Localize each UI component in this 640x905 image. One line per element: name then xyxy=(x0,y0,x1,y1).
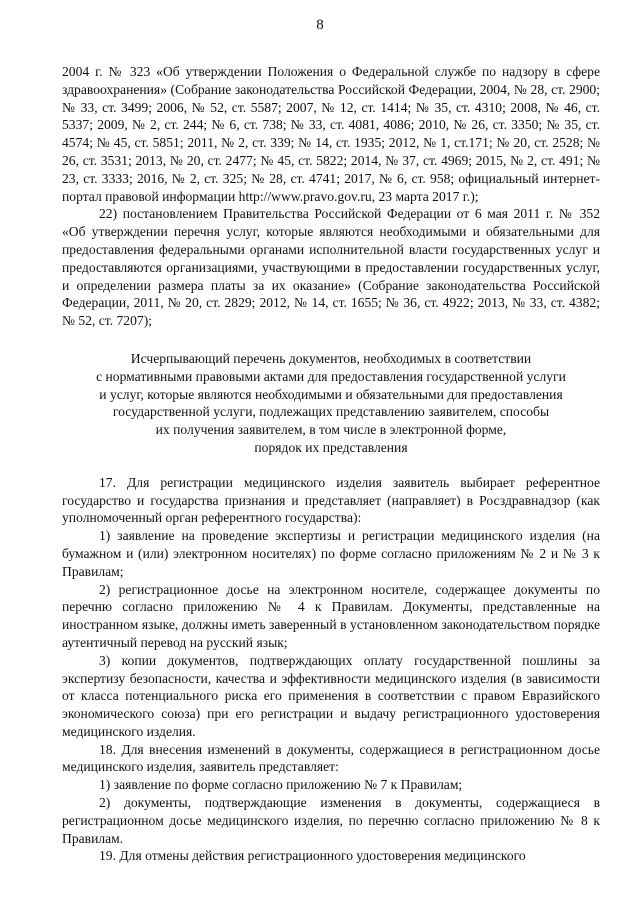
paragraph-clause-18-item-2: 2) документы, подтверждающие изменения в документы, содержащиеся в регистрационном досье медицинского изделия, по перечню согласно приложению № 8 к Правилам. xyxy=(62,795,600,846)
paragraph-clause-17-item-3: 3) копии документов, подтверждающих оплату государственной пошлины за экспертизу безопасности, качества и эффективности медицинского изделия (в зависимости от класса потенциального риска его применения в соответствии с правом Евразийского экономического союза) при его регистрации и выдачу регистрационного удостоверения медицинского изделия. xyxy=(62,652,600,739)
document-body xyxy=(62,63,600,865)
paragraph-clause-17: 17. Для регистрации медицинского изделия заявитель выбирает референтное государство и государства признания и представляет (направляет) в Росздравнадзор (как уполномоченный орган референтного государства): xyxy=(62,474,600,526)
section-heading-line: с нормативными правовыми актами для предоставления государственной услуги xyxy=(96,368,566,384)
section-heading-line: Исчерпывающий перечень документов, необходимых в соответствии xyxy=(130,350,532,366)
page-number: 8 xyxy=(316,17,324,33)
paragraph-clause-18: 18. Для внесения изменений в документы, содержащиеся в регистрационном досье медицинского изделия, заявитель представляет: xyxy=(62,741,600,775)
section-heading xyxy=(62,350,600,457)
section-heading-line: порядок их представления xyxy=(254,439,408,455)
paragraph-item-22: 22) постановлением Правительства Российской Федерации от 6 мая 2011 г. № 352 «Об утверждении перечня услуг, которые являются необходимыми и обязательными для предоставления федеральными органами исполнительной власти государственных услуг и предоставляются организациями, участвующими в предоставлении государственных услуг, и определении размера платы за их оказание» (Собрание законодательства Российской Федерации, 2011, № 20, ст. 2829; 2012, № 14, ст. 1655; № 36, ст. 4922; 2013, № 33, ст. 4382; № 52, ст. 7207); xyxy=(62,206,600,329)
paragraph-clause-17-item-1: 1) заявление на проведение экспертизы и регистрации медицинского изделия (на бумажном и (или) электронном носителях) по форме согласно приложениям № 2 и № 3 к Правилам; xyxy=(62,528,600,579)
section-heading-line: и услуг, которые являются необходимыми и обязательными для предоставления xyxy=(99,386,563,402)
paragraph-clause-19: 19. Для отмены действия регистрационного удостоверения медицинского xyxy=(99,848,526,864)
section-heading-line: их получения заявителем, в том числе в электронной форме, xyxy=(155,422,507,438)
paragraph-clause-17-item-2: 2) регистрационное досье на электронном носителе, содержащее документы по перечню согласно приложению № 4 к Правилам. Документы, представленные на иностранном языке, должны иметь заверенный в установленном законодательством порядке аутентичный перевод на русский язык; xyxy=(62,581,600,650)
paragraph-clause-18-item-1: 1) заявление по форме согласно приложению № 7 к Правилам; xyxy=(99,777,463,793)
paragraph-continuation-item-21: 2004 г. № 323 «Об утверждении Положения о Федеральной службе по надзору в сфере здравоохранения» (Собрание законодательства Российской Федерации, 2004, № 28, ст. 2900; № 33, ст. 3499; 2006, № 52, ст. 5587; 2007, № 12, ст. 1414; № 35, ст. 4310; 2008, № 46, ст. 5337; 2009, № 2, ст. 244; № 6, ст. 738; № 33, ст. 4081, 4086; 2010, № 26, ст. 3350; № 35, ст. 4574; № 45, ст. 5851; 2011, № 2, ст. 339; № 14, ст. 1935; 2012, № 1, ст.171; № 20, ст. 2528; № 26, ст. 3531; 2013, № 20, ст. 2477; № 45, ст. 5822; 2014, № 37, ст. 4969; 2015, № 2, ст. 491; № 23, ст. 3333; 2016, № 2, ст. 325; № 28, ст. 4741; 2017, № 6, ст. 958; официальный интернет-портал правовой информации http://www.pravo.gov.ru, 23 марта 2017 г.); xyxy=(62,64,600,204)
section-heading-line: государственной услуги, подлежащих представлению заявителем, способы xyxy=(112,404,550,420)
